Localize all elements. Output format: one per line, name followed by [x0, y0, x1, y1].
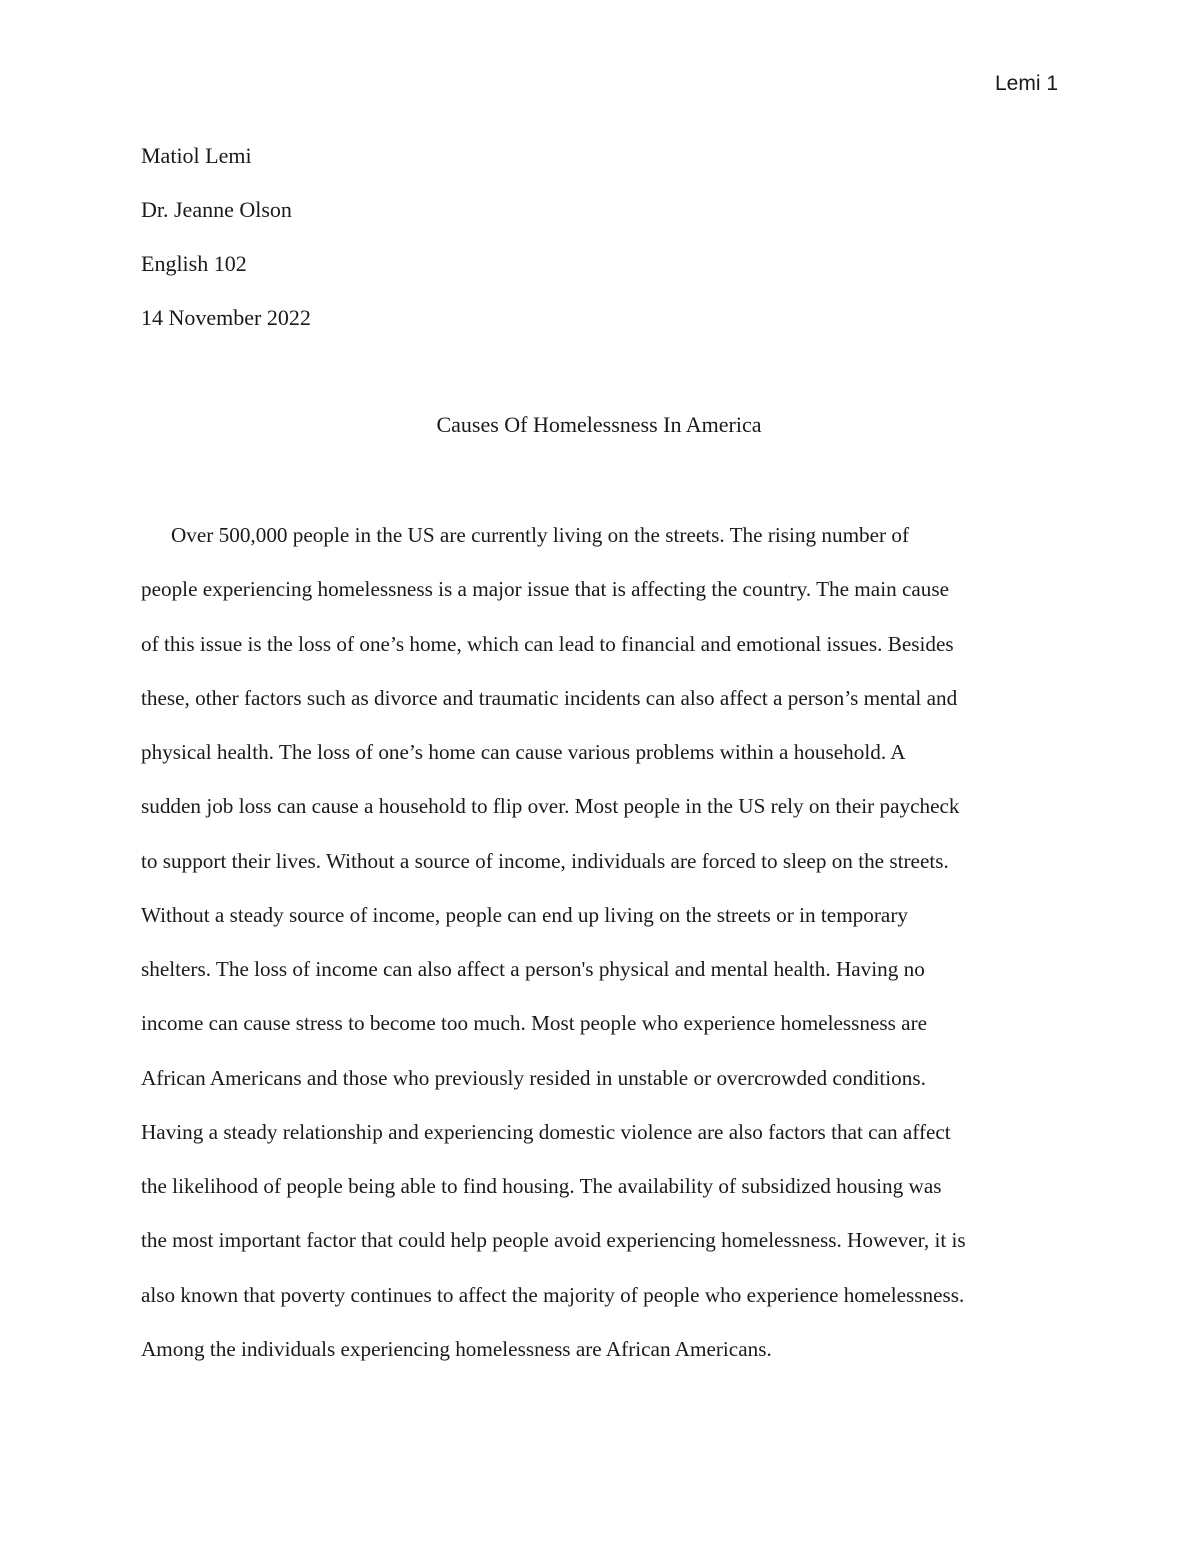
body-line: Over 500,000 people in the US are currently living on the streets. The rising number of — [171, 523, 910, 547]
body-line: shelters. The loss of income can also affect a person's physical and mental health. Having no — [141, 957, 925, 981]
body-line: sudden job loss can cause a household to flip over. Most people in the US rely on their paycheck — [141, 794, 960, 819]
body-line: physical health. The loss of one’s home can cause various problems within a household. A — [141, 740, 906, 764]
body-paragraph — [141, 521, 1057, 1389]
body-line: people experiencing homelessness is a major issue that is affecting the country. The main cause — [141, 577, 950, 602]
body-line: African Americans and those who previously resided in unstable or overcrowded conditions. — [141, 1065, 926, 1090]
body-line: of this issue is the loss of one’s home, which can lead to financial and emotional issues. Besides — [141, 631, 954, 656]
body-line: Having a steady relationship and experiencing domestic violence are also factors that can affect — [141, 1119, 951, 1144]
body-line: Among the individuals experiencing homelessness are African Americans. — [141, 1336, 772, 1361]
essay-date: 14 November 2022 — [141, 305, 311, 330]
running-header-page-number: Lemi 1 — [994, 72, 1058, 95]
student-name: Matiol Lemi — [141, 143, 252, 168]
mla-heading — [141, 142, 1061, 358]
body-line: income can cause stress to become too much. Most people who experience homelessness are — [141, 1011, 928, 1036]
body-line: these, other factors such as divorce and traumatic incidents can also affect a person’s mental and — [141, 685, 958, 710]
body-line: the most important factor that could help people avoid experiencing homelessness. However, it is — [141, 1228, 966, 1253]
body-line: to support their lives. Without a source of income, individuals are forced to sleep on the streets. — [141, 848, 949, 873]
instructor-name: Dr. Jeanne Olson — [141, 197, 292, 222]
body-line: Without a steady source of income, people can end up living on the streets or in temporary — [141, 902, 908, 927]
body-line: the likelihood of people being able to find housing. The availability of subsidized housing was — [141, 1174, 942, 1198]
body-line: also known that poverty continues to affect the majority of people who experience homelessness. — [141, 1282, 965, 1307]
course-name: English 102 — [141, 251, 247, 276]
essay-title: Causes Of Homelessness In America — [436, 412, 762, 437]
